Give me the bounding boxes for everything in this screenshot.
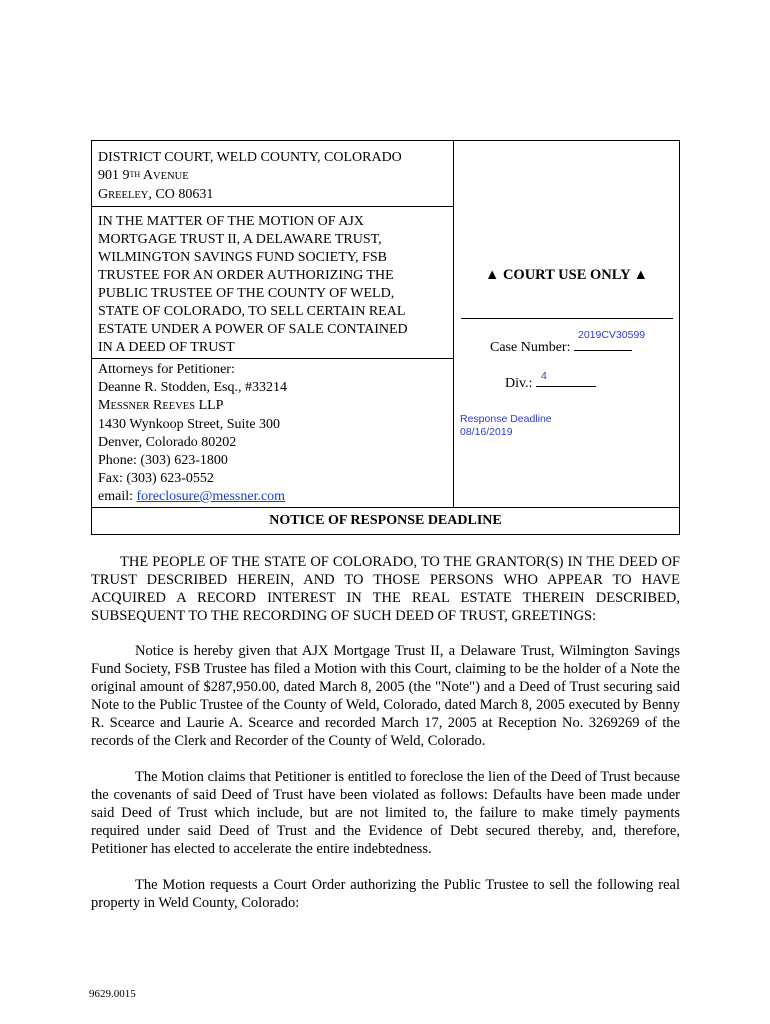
motion-claims-paragraph: The Motion claims that Petitioner is entitled to foreclose the lien of the Deed of Trust because the covenants of said Deed of Trust have been violated as follows: Defaults have been made under said Deed of Trust which include, but are not limited to, the failure to make timely payments required under said Deed of Trust and the Evidence of Debt secured thereby, and, therefore, Petitioner has elected to accelerate the entire indebtedness. xyxy=(91,769,680,857)
attorney-street: 1430 Wynkoop Street, Suite 300 xyxy=(98,417,281,432)
document-number: 9629.0015 xyxy=(89,988,136,1000)
attorney-city: Denver, Colorado 80202 xyxy=(98,435,237,450)
court-street-a: A xyxy=(142,168,154,183)
attorney-fax: Fax: (303) 623-0552 xyxy=(98,471,214,486)
attorney-email-row xyxy=(98,488,447,506)
law-firm xyxy=(98,397,447,416)
matter-line: MORTGAGE TRUST II, A DELAWARE TRUST, xyxy=(98,232,382,247)
case-number-value: 2019CV30599 xyxy=(577,329,646,341)
response-deadline-date: 08/16/2019 xyxy=(460,426,513,438)
matter-line: IN A DEED OF TRUST xyxy=(98,340,235,355)
matter-line: TRUSTEE FOR AN ORDER AUTHORIZING THE xyxy=(98,268,394,283)
court-street xyxy=(98,167,447,186)
matter-line: IN THE MATTER OF THE MOTION OF AJX xyxy=(98,214,364,229)
caption-box xyxy=(91,140,680,535)
notice-paragraph: Notice is hereby given that AJX Mortgage Trust II, a Delaware Trust, Wilmington Savings Fund Society, FSB Trustee has filed a Motion with this Court, claiming to be the holder of a Note the original amount of $287,950.00, dated March 8, 2005 (the "Note") and a Deed of Trust securing said Note to the Public Trustee of the County of Weld, Colorado, dated March 8, 2005 executed by Benny R. Scearce and Laurie A. Scearce and recorded March 17, 2005 at Reception No. 3269269 of the records of the Clerk and Recorder of the County of Weld, Colorado. xyxy=(91,643,680,749)
law-firm-llp: LLP xyxy=(195,398,224,413)
response-deadline-label: Response Deadline xyxy=(460,413,552,425)
court-street-number: 901 9 xyxy=(98,168,130,183)
email-label: email: xyxy=(98,489,137,504)
case-number-label: Case Number: xyxy=(490,340,574,355)
greeting-text: THE PEOPLE OF THE STATE OF COLORADO, TO THE GRANTOR(S) IN THE DEED OF TRUST DESCRIBED HEREIN, AND TO THOSE PERSONS WHO APPEAR TO HAVE ACQUIRED A RECORD INTEREST IN THE REAL ESTATE THEREIN DESCRIBED, xyxy=(91,554,680,606)
document-title: NOTICE OF RESPONSE DEADLINE xyxy=(92,507,679,534)
court-use-cell xyxy=(454,141,679,507)
division-value: 4 xyxy=(540,370,547,382)
law-firm-essner: ESSNER xyxy=(110,401,150,412)
court-city-g: G xyxy=(98,187,109,202)
greeting-paragraph xyxy=(91,553,680,625)
matter-line: ESTATE UNDER A POWER OF SALE CONTAINED xyxy=(98,322,408,337)
law-firm-m: M xyxy=(98,398,111,413)
attorney-name: Deanne R. Stodden, Esq., #33214 xyxy=(98,380,287,395)
court-use-divider xyxy=(461,318,673,319)
court-street-rest: VENUE xyxy=(153,171,189,182)
greeting-text-end: SUBSEQUENT TO THE RECORDING OF SUCH DEED OF TRUST, GREETINGS: xyxy=(91,608,597,624)
attorney-phone: Phone: (303) 623-1800 xyxy=(98,453,228,468)
court-city-tail: , CO 80631 xyxy=(148,187,214,202)
division-label: Div.: xyxy=(505,376,536,391)
law-firm-r: R xyxy=(153,398,163,413)
response-deadline xyxy=(460,413,552,439)
division-field[interactable] xyxy=(536,370,596,387)
court-city xyxy=(98,186,447,205)
court-info-cell xyxy=(92,141,454,207)
matter-cell xyxy=(92,207,454,359)
email-link[interactable]: foreclosure@messner.com xyxy=(136,489,286,504)
attorney-heading: Attorneys for Petitioner: xyxy=(98,362,235,377)
court-name: DISTRICT COURT, WELD COUNTY, COLORADO xyxy=(98,150,402,165)
law-firm-eeves: EEVES xyxy=(162,401,196,412)
court-use-only-label: ▲ COURT USE ONLY ▲ xyxy=(484,267,649,283)
matter-line: STATE OF COLORADO, TO SELL CERTAIN REAL xyxy=(98,304,406,319)
division-row xyxy=(505,370,596,392)
court-city-rest: REELEY xyxy=(108,190,149,201)
court-street-suffix: TH xyxy=(129,170,141,179)
case-number-field[interactable] xyxy=(574,329,646,351)
motion-request-paragraph: The Motion requests a Court Order authorizing the Public Trustee to sell the following real property in Weld County, Colorado: xyxy=(91,877,680,911)
matter-line: PUBLIC TRUSTEE OF THE COUNTY OF WELD, xyxy=(98,286,395,301)
attorney-cell xyxy=(92,359,454,507)
case-number-row xyxy=(490,329,646,356)
matter-line: WILMINGTON SAVINGS FUND SOCIETY, FSB xyxy=(98,250,387,265)
